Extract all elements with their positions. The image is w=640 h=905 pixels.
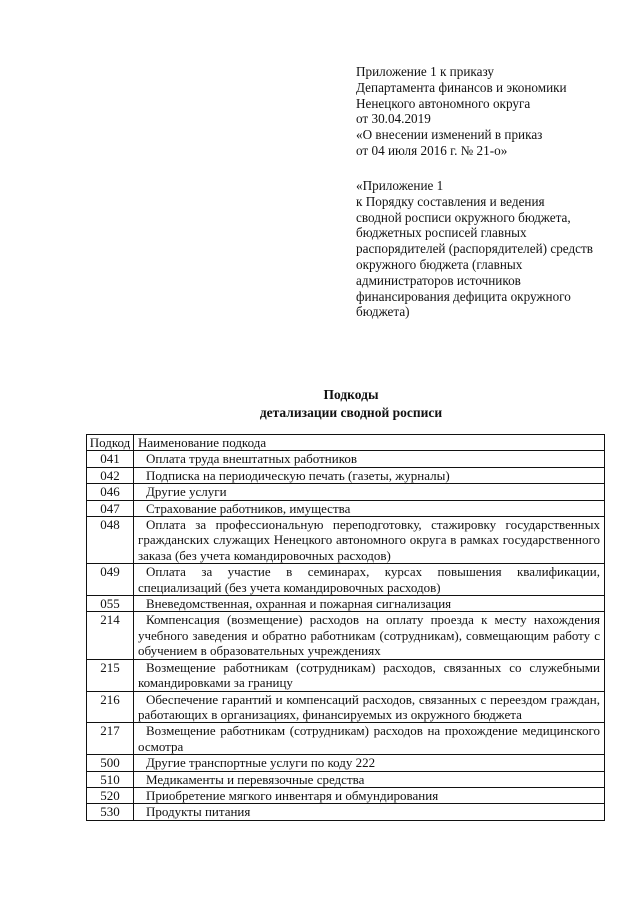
table-row [87,787,605,803]
row-name: Подписка на периодическую печать (газеты, журналы) [134,467,605,483]
table-row [87,517,605,564]
row-code: 510 [87,771,134,787]
document-title: Подкоды [323,387,379,402]
table-row [87,500,605,516]
row-code: 048 [87,517,134,564]
appendix-line: окружного бюджета (главных [356,256,523,272]
table-header-row [87,435,605,451]
appendix-line: «Приложение 1 [356,178,444,193]
table-row [87,484,605,500]
row-name: Оплата труда внештатных работников [134,451,605,467]
row-code: 216 [87,691,134,723]
row-name: Оплата за профессиональную переподготовку, стажировку государственных гражданских служащих Ненецкого автономного округа в рамках государственного заказа (без учета командировочных расходов) [134,517,605,564]
row-code: 041 [87,451,134,467]
table-row [87,451,605,467]
table-row [87,804,605,820]
table-row [87,596,605,612]
appendix-line: финансирования дефицита окружного [356,288,571,304]
approval-line: от 30.04.2019 [356,111,431,127]
appendix-block [356,178,593,320]
header-name: Наименование подкода [134,435,605,451]
table-row [87,691,605,723]
row-name: Обеспечение гарантий и компенсаций расходов, связанных с переездом граждан, работающих в организациях, финансируемых из окружного бюджета [134,691,605,723]
row-code: 046 [87,484,134,500]
table-row [87,612,605,659]
row-name: Приобретение мягкого инвентаря и обмундирования [134,787,605,803]
row-name: Вневедомственная, охранная и пожарная сигнализация [134,596,605,612]
appendix-line: администраторов источников [356,272,521,288]
row-code: 042 [87,467,134,483]
row-code: 055 [87,596,134,612]
approval-line: Департамента финансов и экономики [356,79,567,95]
row-code: 215 [87,659,134,691]
row-name: Страхование работников, имущества [134,500,605,516]
document-subtitle: детализации сводной росписи [259,405,443,420]
table-row [87,467,605,483]
approval-line: «О внесении изменений в приказ [356,127,543,143]
row-name: Медикаменты и перевязочные средства [134,771,605,787]
header-code: Подкод [87,435,134,451]
approval-block [356,64,567,159]
row-name: Возмещение работникам (сотрудникам) расходов на прохождение медицинского осмотра [134,723,605,755]
row-name: Компенсация (возмещение) расходов на оплату проезда к месту нахождения учебного заведения и обратно работникам (сотрудникам), совмещающим работу с обучением в образовательных учреждениях [134,612,605,659]
row-code: 217 [87,723,134,755]
table-row [87,771,605,787]
appendix-line: распорядителей (распорядителей) средств [356,241,594,257]
table-row [87,564,605,596]
table-row [87,755,605,771]
subcodes-table [86,434,605,821]
approval-line: от 04 июля 2016 г. № 21-о» [356,142,508,158]
row-code: 214 [87,612,134,659]
row-name: Другие транспортные услуги по коду 222 [134,755,605,771]
row-name: Другие услуги [134,484,605,500]
row-code: 520 [87,787,134,803]
appendix-line: бюджетных росписей главных [356,225,527,241]
table-row [87,723,605,755]
row-name: Продукты питания [134,804,605,820]
appendix-line: к Порядку составления и ведения [356,193,545,209]
row-name: Оплата за участие в семинарах, курсах повышения квалификации, специализаций (без учета командировочных расходов) [134,564,605,596]
appendix-line: сводной росписи окружного бюджета, [356,209,571,225]
appendix-line: бюджета) [356,304,410,320]
table-row [87,659,605,691]
row-code: 500 [87,755,134,771]
row-name: Возмещение работникам (сотрудникам) расходов, связанных со служебными командировками за границу [134,659,605,691]
approval-line: Приложение 1 к приказу [356,64,494,79]
row-code: 049 [87,564,134,596]
row-code: 047 [87,500,134,516]
row-code: 530 [87,804,134,820]
approval-line: Ненецкого автономного округа [356,95,531,111]
